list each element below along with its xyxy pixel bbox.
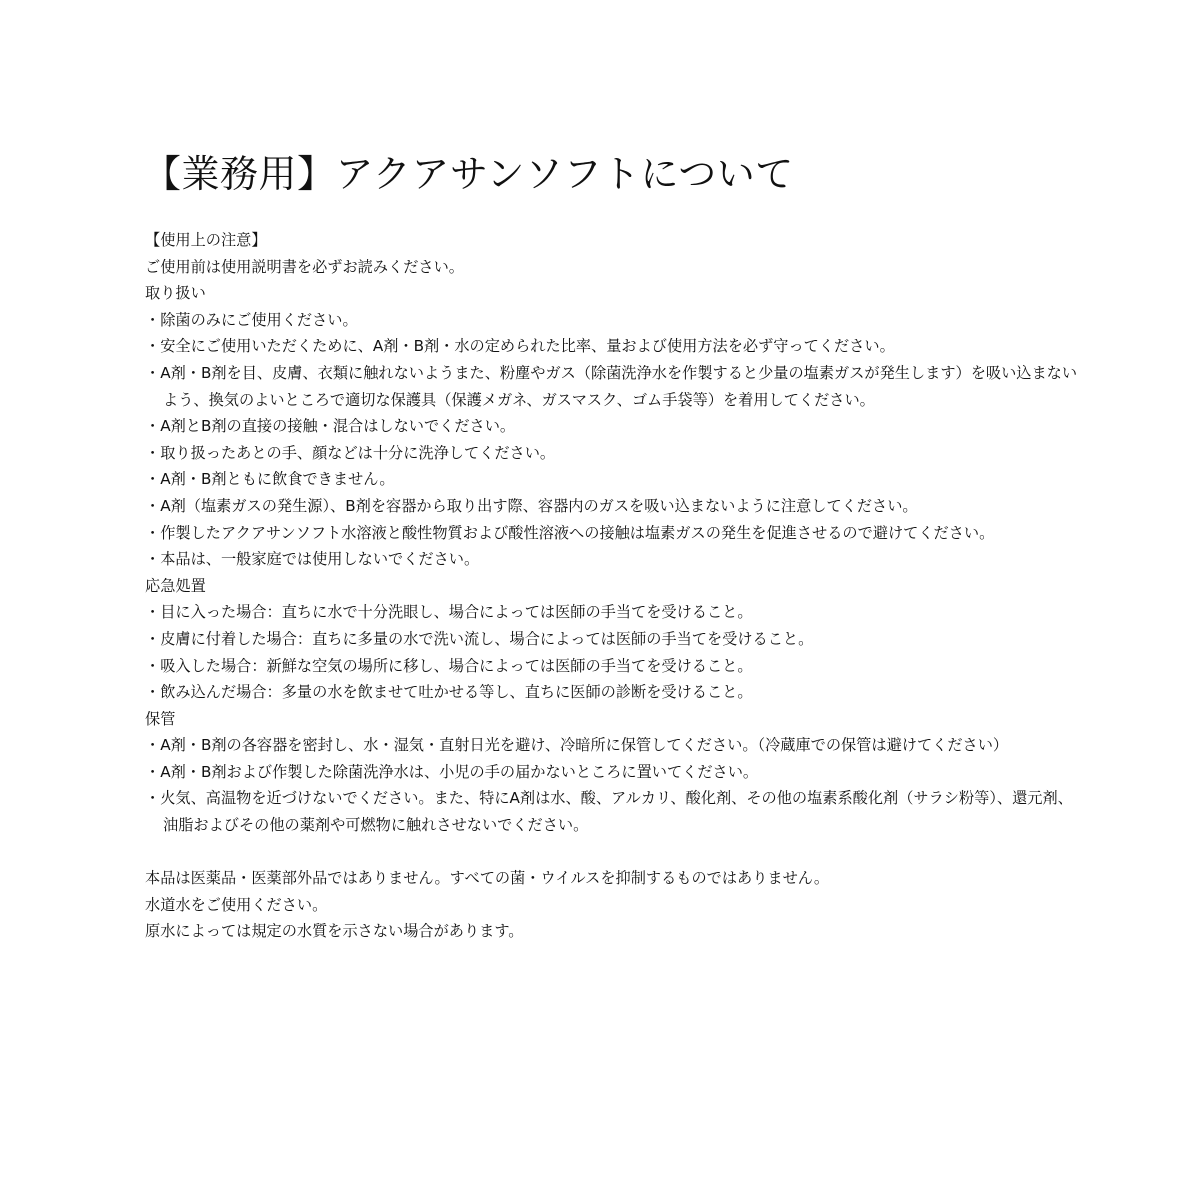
handling-section bbox=[145, 280, 1085, 573]
notes-section bbox=[145, 865, 1085, 945]
storage-item: ・A剤・B剤および作製した除菌洗浄水は、小児の手の届かないところに置いてください。 bbox=[145, 762, 759, 781]
handling-item: ・取り扱ったあとの手、顔などは十分に洗浄してください。 bbox=[145, 443, 556, 462]
handling-item: ・安全にご使用いただくために、A剤・B剤・水の定められた比率、量および使用方法を必ず守ってください。 bbox=[145, 337, 895, 356]
storage-section bbox=[145, 706, 1085, 839]
first-aid-item: ・吸入した場合：新鮮な空気の場所に移し、場合によっては医師の手当てを受けること。 bbox=[145, 656, 753, 675]
document bbox=[145, 148, 1085, 945]
handling-heading: 取り扱い bbox=[145, 284, 206, 303]
handling-item: ・A剤（塩素ガスの発生源）、B剤を容器から取り出す際、容器内のガスを吸い込まないように注意してください。 bbox=[145, 496, 918, 515]
note-line: 本品は医薬品・医薬部外品ではありません。すべての菌・ウイルスを抑制するものではありません。 bbox=[145, 869, 830, 888]
note-line: 水道水をご使用ください。 bbox=[145, 895, 328, 914]
storage-item: ・火気、高温物を近づけないでください。また、特にA剤は水、酸、アルカリ、酸化剤、その他の塩素系酸化剤（サラシ粉等）、還元剤、油脂およびその他の薬剤や可燃物に触れさせないでください。 bbox=[145, 789, 1073, 835]
handling-item: ・作製したアクアサンソフト水溶液と酸性物質および酸性溶液への接触は塩素ガスの発生を促進させるので避けてください。 bbox=[145, 523, 995, 542]
intro-text: ご使用前は使用説明書を必ずお読みください。 bbox=[145, 257, 464, 276]
note-line: 原水によっては規定の水質を示さない場合があります。 bbox=[145, 922, 524, 941]
storage-item: ・A剤・B剤の各容器を密封し、水・湿気・直射日光を避け、冷暗所に保管してください。（冷蔵庫での保管は避けてください） bbox=[145, 736, 1009, 755]
handling-item: ・除菌のみにご使用ください。 bbox=[145, 310, 358, 329]
page-title: 【業務用】アクアサンソフトについて bbox=[143, 152, 794, 196]
first-aid-section bbox=[145, 573, 1085, 706]
section-spacer bbox=[145, 839, 1085, 866]
handling-item: ・A剤・B剤ともに飲食できません。 bbox=[145, 470, 395, 489]
precautions-heading: 【使用上の注意】 bbox=[145, 231, 267, 249]
handling-item: ・A剤・B剤を目、皮膚、衣類に触れないようまた、粉塵やガス（除菌洗浄水を作製すると少量の塩素ガスが発生します）を吸い込まないよう、換気のよいところで適切な保護具（保護メガネ、ガスマスク、ゴム手袋等）を着用してください。 bbox=[145, 363, 1078, 409]
storage-heading: 保管 bbox=[145, 709, 176, 728]
first-aid-item: ・皮膚に付着した場合：直ちに多量の水で洗い流し、場合によっては医師の手当てを受けること。 bbox=[145, 629, 814, 648]
first-aid-item: ・目に入った場合：直ちに水で十分洗眼し、場合によっては医師の手当てを受けること。 bbox=[145, 603, 753, 622]
handling-item: ・A剤とB剤の直接の接触・混合はしないでください。 bbox=[145, 417, 516, 436]
first-aid-item: ・飲み込んだ場合：多量の水を飲ませて吐かせる等し、直ちに医師の診断を受けること。 bbox=[145, 683, 753, 702]
first-aid-heading: 応急処置 bbox=[145, 576, 206, 595]
handling-item: ・本品は、一般家庭では使用しないでください。 bbox=[145, 550, 480, 569]
document-body bbox=[145, 227, 1085, 945]
